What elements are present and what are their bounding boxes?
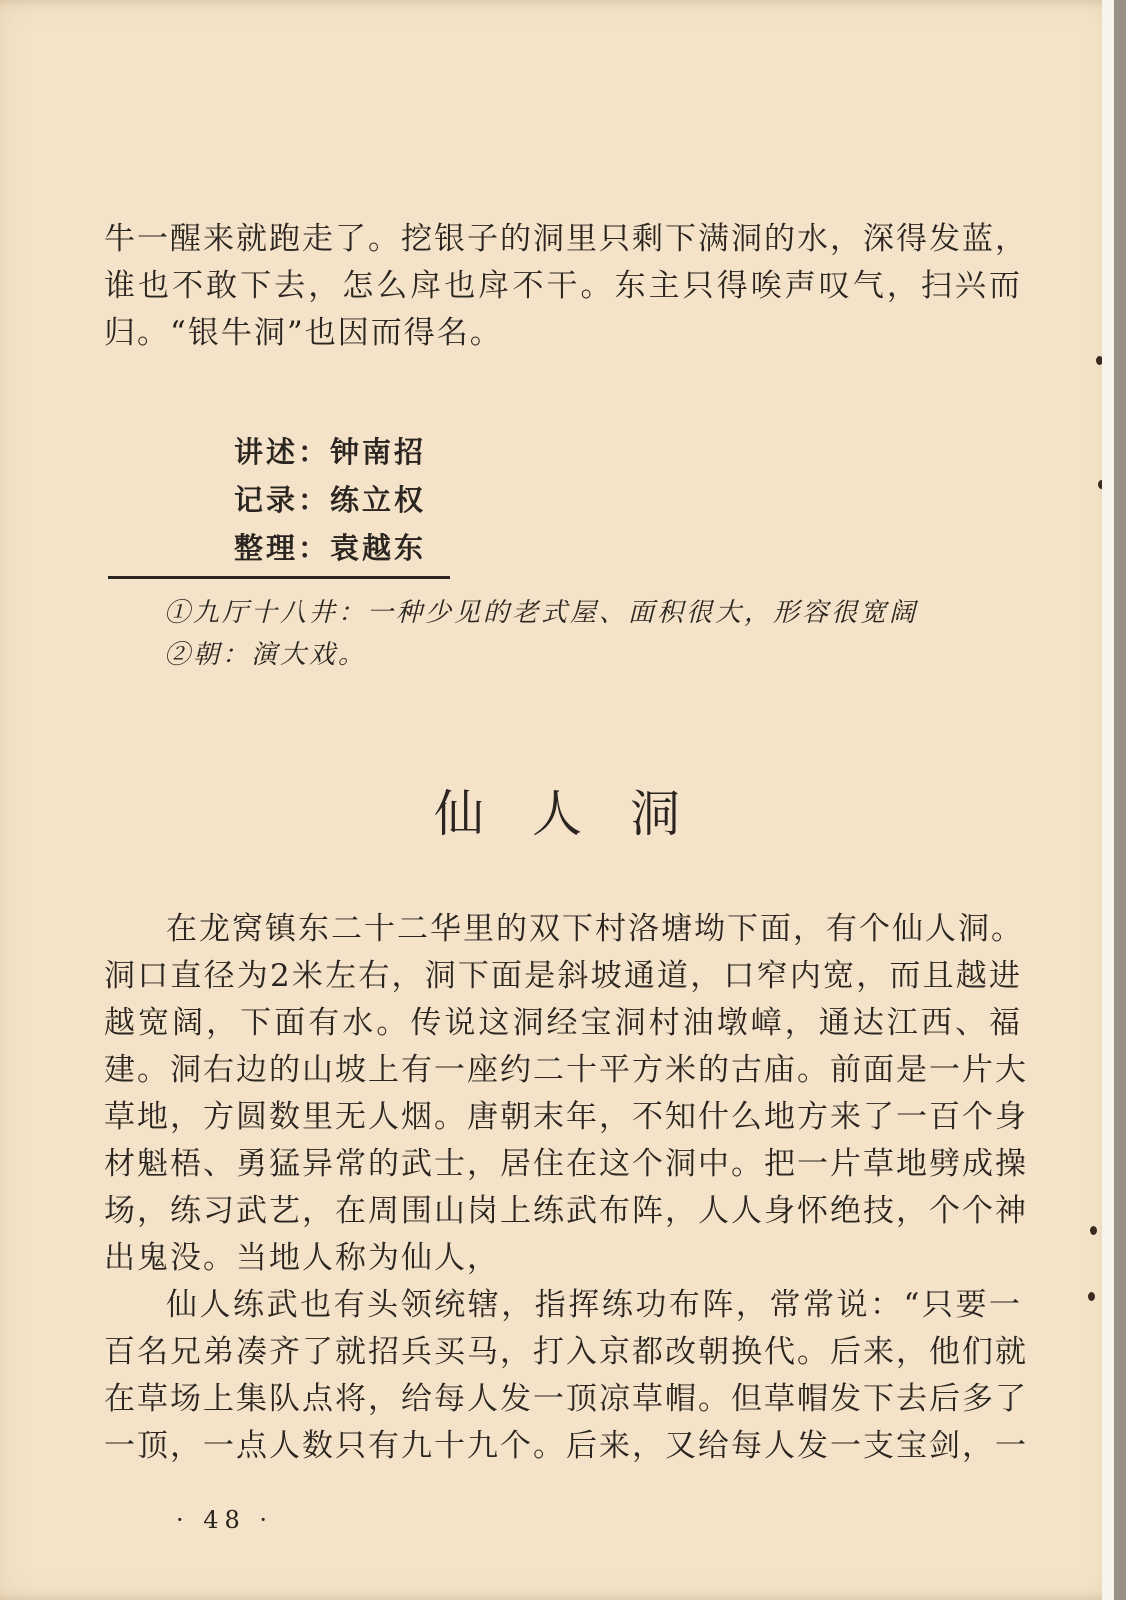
- footnote-2: ②朝：演大戏。: [164, 640, 368, 670]
- text-line: 出鬼没。当地人称为仙人，: [104, 1240, 500, 1276]
- story-body: [104, 906, 1028, 1470]
- credit-label: 记录：: [234, 483, 331, 517]
- footnote-divider: [108, 576, 450, 579]
- text-line: 谁也不敢下去，怎么戽也戽不干。东主只得唉声叹气，扫兴而: [104, 268, 1022, 304]
- text-line: 洞口直径为2米左右，洞下面是斜坡通道，口窄内宽，而且越进: [104, 958, 1022, 994]
- credit-label: 讲述：: [234, 435, 331, 469]
- continued-paragraph: [104, 216, 1028, 357]
- text-line: 百名兄弟凑齐了就招兵买马，打入京都改朝换代。后来，他们就: [104, 1334, 1028, 1370]
- ink-spot: [1088, 1292, 1095, 1301]
- text-line: 在草场上集队点将，给每人发一顶凉草帽。但草帽发下去后多了: [104, 1381, 1028, 1417]
- text-line: 仙人练武也有头领统辖，指挥练功布阵，常常说：“只要一: [166, 1287, 1022, 1323]
- story-title: 仙人洞: [434, 785, 728, 843]
- credit-narrator: [234, 428, 426, 476]
- credit-name: 钟南招: [330, 435, 427, 469]
- page-number: · 48 ·: [176, 1506, 274, 1534]
- page-edge: [1102, 0, 1114, 1600]
- credit-name: 练立权: [330, 483, 427, 517]
- text-line: 一顶，一点人数只有九十九个。后来，又给每人发一支宝剑，一: [104, 1428, 1028, 1464]
- text-line: 建。洞右边的山坡上有一座约二十平方米的古庙。前面是一片大: [104, 1052, 1028, 1088]
- footnote-1: ①九厅十八井：一种少见的老式屋、面积很大，形容很宽阔: [164, 598, 919, 628]
- footnotes: [164, 592, 1024, 676]
- story-credits: [234, 428, 426, 572]
- ink-spot: [1090, 1226, 1097, 1235]
- text-line: 越宽阔，下面有水。传说这洞经宝洞村油墩嶂，通达江西、福: [104, 1005, 1022, 1041]
- credit-label: 整理：: [234, 531, 331, 565]
- credit-recorder: [234, 476, 426, 524]
- credit-editor: [234, 524, 426, 572]
- text-line: 草地，方圆数里无人烟。唐朝末年，不知什么地方来了一百个身: [104, 1099, 1028, 1135]
- text-line: 材魁梧、勇猛异常的武士，居住在这个洞中。把一片草地劈成操: [104, 1146, 1028, 1182]
- text-line: 归。“银牛洞”也因而得名。: [104, 315, 503, 351]
- text-line: 场，练习武艺，在周围山岗上练武布阵，人人身怀绝技，个个神: [104, 1193, 1028, 1229]
- credit-name: 袁越东: [330, 531, 427, 565]
- text-line: 牛一醒来就跑走了。挖银子的洞里只剩下满洞的水，深得发蓝，: [104, 221, 1028, 257]
- text-line: 在龙窝镇东二十二华里的双下村洛塘坳下面，有个仙人洞。: [166, 911, 1024, 947]
